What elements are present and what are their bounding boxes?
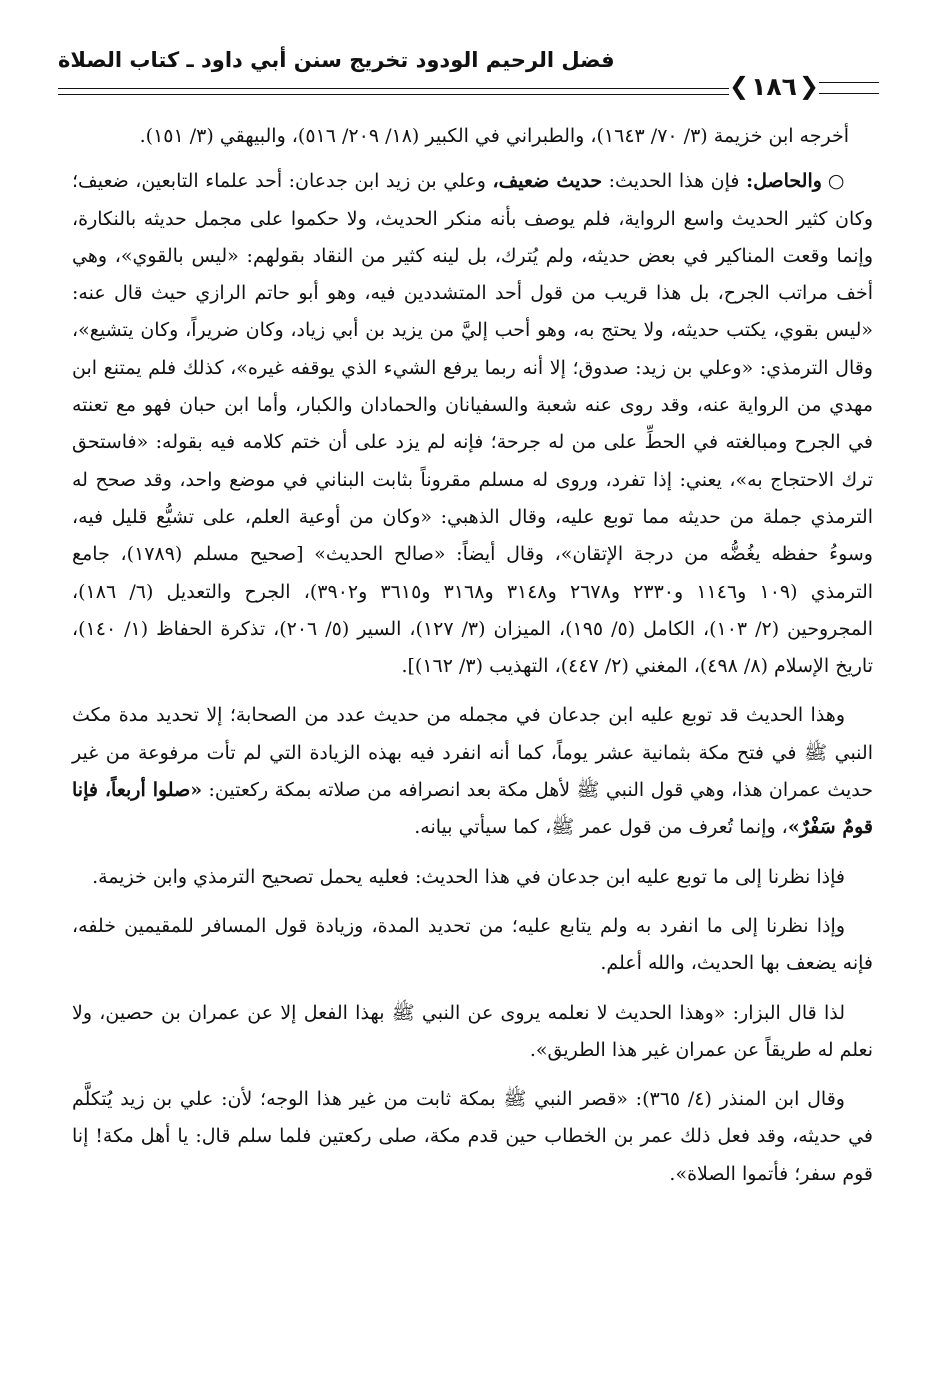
paragraph-7: وقال ابن المنذر (٤/ ٣٦٥): «قصر النبي ﷺ بمكة ثابت من غير هذا الوجه؛ لأن: علي بن زيد يُتكلَّم في حديثه، وقد فعل ذلك عمر بن الخطاب حين قدم مكة، صلى ركعتين فلما سلم قال: يا أهل مكة! إنا قوم سفر؛ فأتموا الصلاة». <box>72 1088 873 1185</box>
badge-left-bracket: ❮ <box>798 72 819 100</box>
paragraph-4: فإذا نظرنا إلى ما توبع عليه ابن جدعان في هذا الحديث: فعليه يحمل تصحيح الترمذي وابن خزيمة. <box>92 865 845 888</box>
header-rule <box>58 88 729 89</box>
paragraph-2 <box>72 163 873 685</box>
running-title: فضل الرحيم الودود تخريج سنن أبي داود ـ كتاب الصلاة <box>58 48 615 72</box>
header-rule-right <box>819 82 879 94</box>
header-rule-double <box>58 94 729 95</box>
paragraph-3 <box>72 697 873 846</box>
page-body <box>72 118 873 1193</box>
p3-quote: «صلوا أربعاً، فإنا قومٌ سَفْرٌ» <box>72 779 873 839</box>
p3-text-b: ، وإنما تُعرف من قول عمر ﷺ، كما سيأتي بيانه. <box>414 816 788 839</box>
paragraph-marker: ○ <box>827 170 846 193</box>
summary-lead: والحاصل: <box>746 170 822 193</box>
badge-right-bracket: ❯ <box>729 72 750 100</box>
page-header <box>58 38 879 108</box>
summary-text-b: وعلي بن زيد ابن جدعان: أحد علماء التابعين، ضعيف؛ وكان كثير الحديث واسع الرواية، فلم يوصف بأنه منكر الحديث، ولا حكموا على مجمل حديثه بالنكارة، وإنما وقعت المناكير في بعض حديثه، ولم يُترك، بل لينه كثير من النقاد بقولهم: «ليس بالقوي»، وهي أخف مراتب الجرح، بل هذا قريب من قول أحد المتشددين فيه، وهو أبو حاتم الرازي حيث قال عنه: «ليس بقوي، يكتب حديثه، ولا يحتج به، وهو أحب إليَّ من يزيد بن أبي زياد، وكان ضريراً، وكان يتشيع»، وقال الترمذي: «وعلي بن زيد: صدوق؛ إلا أنه ربما يرفع الشيء الذي يوقفه غيره»، كذلك فلم يمتنع ابن مهدي من الرواية عنه، وقد روى عنه شعبة والسفيانان والحمادان والكبار، وأما ابن حبان فهو مع تعنته في الجرح ومبالغته في الحطِّ على من له جرحة؛ فإنه لم يزد على أن ختم كلامه فيه بقوله: «فاستحق ترك الاحتجاج به»، يعني: إذا تفرد، وروى له مسلم مقروناً بثابت البناني في موضع واحد، وقد صحح له الترمذي جملة من حديثه مما توبع عليه، وقال الذهبي: «وكان من أوعية العلم، على تشيُّع قليل فيه، وسوءُ حفظه يغُضُّه من درجة الإتقان»، وقال أيضاً: «صالح الحديث» [صحيح مسلم (١٧٨٩)، جامع الترمذي (١٠٩ و١١٤٦ و٢٣٣٠ و٢٦٧٨ و٣١٤٨ و٣١٦٨ و٣٦١٥ و٣٩٠٢)، الجرح والتعديل (٦/ ١٨٦)، المجروحين (٢/ ١٠٣)، الكامل (٥/ ١٩٥)، الميزان (٣/ ١٢٧)، السير (٥/ ٢٠٦)، تذكرة الحفاظ (١/ ١٤٠)، تاريخ الإسلام (٨/ ٤٩٨)، المغني (٢/ ٤٤٧)، التهذيب (٣/ ١٦٢)]. <box>72 170 874 678</box>
paragraph-1: أخرجه ابن خزيمة (٣/ ٧٠/ ١٦٤٣)، والطبراني في الكبير (١٨/ ٢٠٩/ ٥١٦)، والبيهقي (٣/ ١٥١). <box>139 125 849 147</box>
summary-text-a: فإن هذا الحديث: <box>608 170 740 193</box>
paragraph-6: لذا قال البزار: «وهذا الحديث لا نعلمه يروى عن النبي ﷺ بهذا الفعل إلا عن عمران بن حصين، ولا نعلم له طريقاً عن عمران غير هذا الطريق». <box>72 1001 873 1061</box>
page-number: ١٨٦ <box>751 71 797 101</box>
page-number-badge <box>729 68 819 104</box>
summary-verdict: حديث ضعيف، <box>492 170 603 193</box>
p3-text-a: وهذا الحديث قد توبع عليه ابن جدعان في مجمله من حديث عدد من الصحابة؛ إلا تحديد مدة مكث النبي ﷺ في فتح مكة بثمانية عشر يوماً، كما أنه انفرد فيه بهذه الزيادة التي لم تأت مرفوعة من غير حديث عمران هذا، وهي قول النبي ﷺ لأهل مكة بعد انصرافه من صلاته بمكة ركعتين: <box>72 704 874 802</box>
paragraph-5: وإذا نظرنا إلى ما انفرد به ولم يتابع عليه؛ من تحديد المدة، وزيادة قول المسافر للمقيمين خلفه، فإنه يضعف بها الحديث، والله أعلم. <box>72 914 873 975</box>
